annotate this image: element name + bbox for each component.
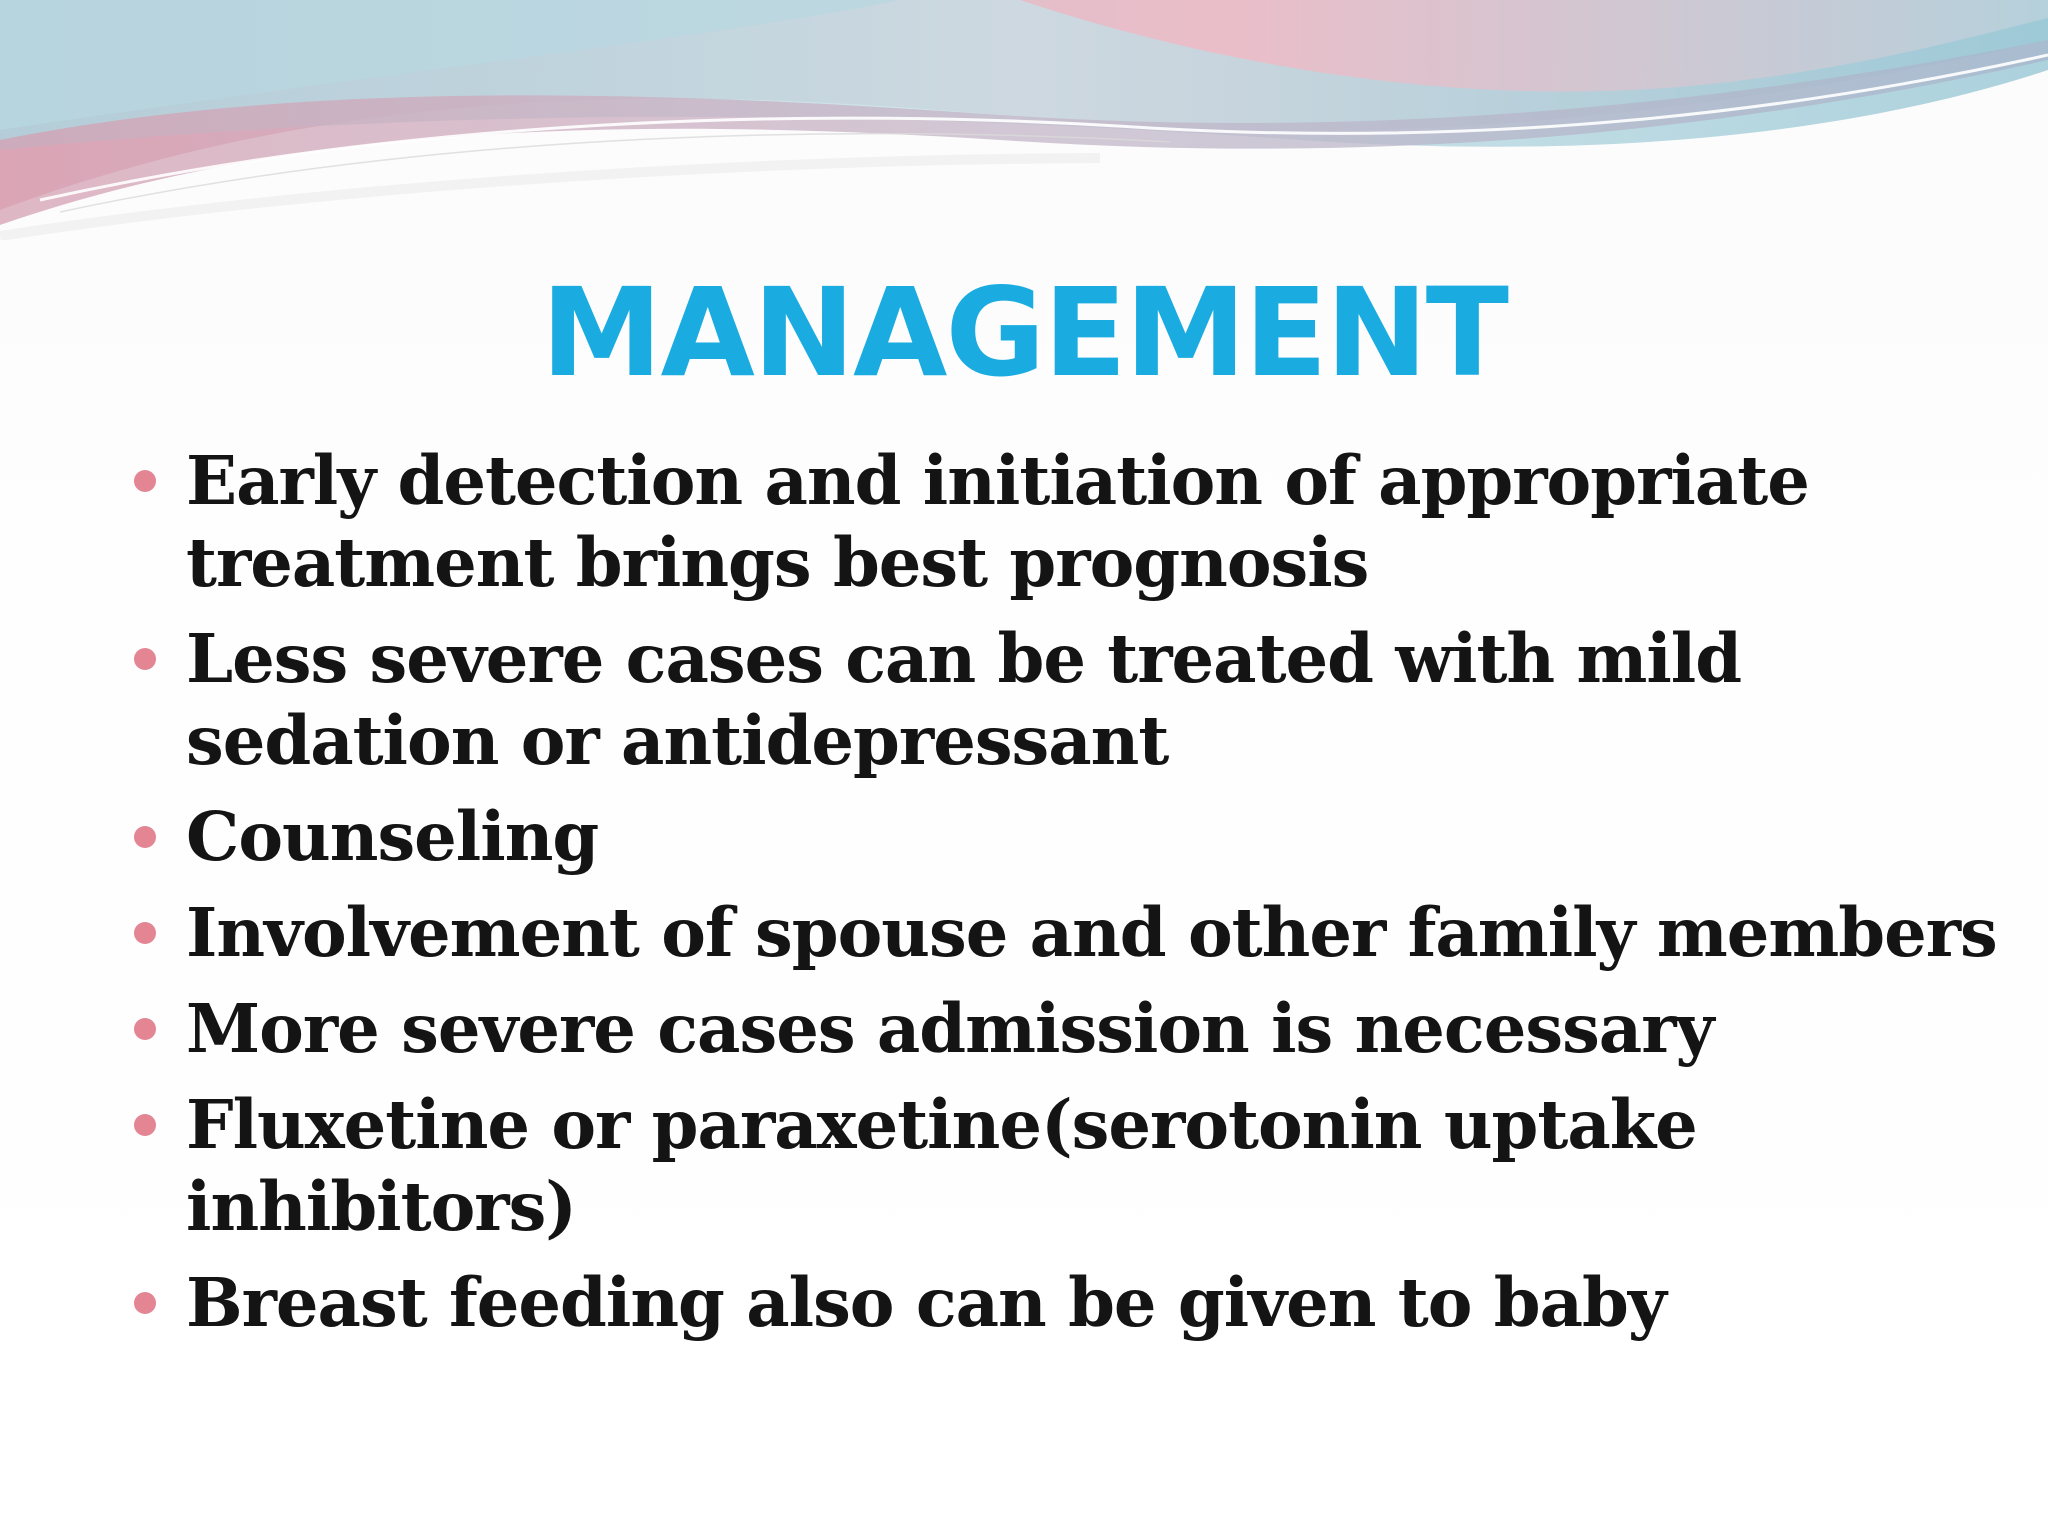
- bullet-dot-icon: [134, 1018, 156, 1040]
- bullet-list: [134, 440, 2014, 1358]
- header-wave-decoration: [0, 0, 2048, 240]
- bullet-item: [134, 988, 2014, 1070]
- bullet-item: [134, 1262, 2014, 1344]
- bullet-text: Early detection and initiation of appropriate treatment brings best prognosis: [186, 441, 1809, 602]
- bullet-item: [134, 796, 2014, 878]
- bullet-dot-icon: [134, 1292, 156, 1314]
- bullet-dot-icon: [134, 826, 156, 848]
- bullet-text: Involvement of spouse and other family members: [186, 893, 1997, 972]
- bullet-text: Fluxetine or paraxetine(serotonin uptake inhibitors): [186, 1085, 1697, 1246]
- slide-title: MANAGEMENT: [541, 262, 1507, 404]
- bullet-dot-icon: [134, 648, 156, 670]
- bullet-text: More severe cases admission is necessary: [186, 989, 1714, 1068]
- bullet-text: Counseling: [186, 797, 599, 876]
- bullet-dot-icon: [134, 922, 156, 944]
- bullet-item: [134, 440, 2014, 604]
- bullet-item: [134, 892, 2014, 974]
- bullet-text: Less severe cases can be treated with mild sedation or antidepressant: [186, 619, 1742, 780]
- bullet-dot-icon: [134, 470, 156, 492]
- bullet-item: [134, 618, 2014, 782]
- bullet-dot-icon: [134, 1114, 156, 1136]
- bullet-item: [134, 1084, 2014, 1248]
- bullet-text: Breast feeding also can be given to baby: [186, 1263, 1666, 1342]
